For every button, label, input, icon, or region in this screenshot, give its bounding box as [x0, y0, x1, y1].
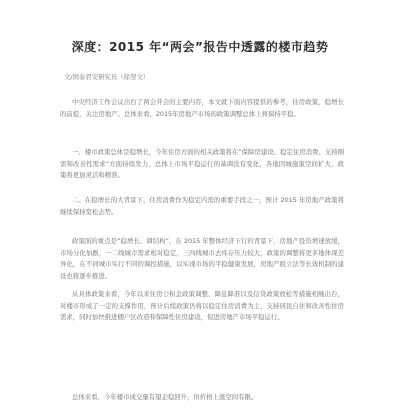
paragraph: 政策面的重点是“稳增长、调结构”，在 2015 年整体经济下行的背景下，房地产投资增速放缓，市场分化加剧，一二线城市需求相对稳定，三四线城市去库存压力较大，政策的调整将更多地体现差异化，在不同城市实行不同的调控措施，以实现市场的平稳健康发展，房地产税立法等长效机制的建设也将逐步推进。 — [60, 237, 344, 280]
paragraph: 总体来看，今年楼市成交量有望企稳回升，但价格上涨空间有限。 — [72, 393, 258, 401]
document-byline: 文/国泰君安研究员（徐翌文） — [64, 73, 150, 81]
paragraph: 中央经济工作会议出台了两会开会的主要内容，本文就下面内容提供的参考，住房政策，稳增长的前提，关注房地产。总体来看，2015年房地产市场的政策调整总体上将保持平稳。 — [60, 98, 344, 118]
paragraph: 一、楼市政策总体是稳增长，今年住房方面的相关政策将在“保障房建设、稳定住房消费、支持刚需和改善性需求”方面持续发力，总体上市场平稳运行的基调没有变化，各地因城施策空间扩大，政策将更加灵活和精准。 — [60, 148, 344, 179]
document-title: 深度：2015 年“两会”报告中透露的楼市趋势 — [71, 40, 329, 54]
paragraph: 从具体政策来看，今年以来住房公积金政策调整、降息降准以及信贷政策放松等措施相继出台，对楼市形成了一定的支撑作用，预计后续政策仍将以稳定住房消费为主，支持居民自住和改善性住房需求，同时加快推进棚户区改造和保障性住房建设，促进房地产市场平稳运行。 — [60, 290, 344, 321]
paragraph: 二、在稳增长的大背景下，住房消费作为稳定内需的重要手段之一，预计 2015 年房地产政策将继续保持宽松态势。 — [60, 196, 344, 216]
